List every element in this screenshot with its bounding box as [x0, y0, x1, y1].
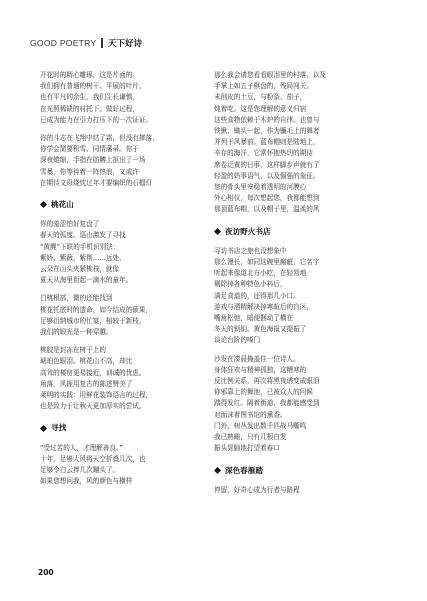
paragraph	[214, 246, 382, 347]
poem-heading	[40, 199, 208, 210]
paragraph	[40, 70, 208, 126]
line: 我们拥有普通的树干、平展的叶片，	[40, 82, 146, 91]
line: 你邪靠上的舞池，已被众人的问候	[214, 388, 313, 397]
paragraph	[40, 345, 208, 412]
line: 桃胶是封冻在树干上的	[40, 346, 106, 355]
line: 深夜蜷缩，手指在肪膊上抠出了一场	[40, 156, 146, 165]
paragraph	[40, 219, 208, 286]
line: 手掌上如五子棋盘的，残局闯关。	[214, 82, 313, 91]
line: 那么漫长，如同这碗里瘢疵，它名字	[214, 258, 320, 267]
line: 嘴角松弛，暗便捆动了横在	[214, 314, 294, 323]
page-number: 200	[38, 568, 54, 577]
line: 琥珀色眼泪。桃花山不高，却比	[40, 357, 133, 366]
diamond-bullet-icon	[40, 201, 47, 208]
line: 铁锹、锄头一起，作为镰毛上的舞者	[214, 127, 320, 136]
line: 如果您想问我，风的颜色与横样	[40, 477, 133, 486]
line: 轻盈的奶事语气，以及倔强的象征。	[214, 171, 320, 180]
line: 足够令白云捧几次蹦头了。	[40, 466, 120, 475]
section-title: 天下好诗	[107, 39, 142, 49]
line: 冬天的锁钥。黄色海报又提振了	[214, 325, 307, 334]
line: 足够衍纳城市的忙宴，相较于新枝，	[40, 316, 146, 325]
line: 春天的弧度。巡山激发了寻找	[40, 231, 126, 240]
header-divider	[101, 38, 103, 48]
line: 外心相仪，每次想起您，我都能想到	[214, 194, 320, 203]
line: 那顶蓝布帽，以及帽子里，温柔的风	[214, 205, 320, 214]
paragraph	[214, 70, 382, 216]
line: 那么我会请您看看眼泪里的村落，以及	[214, 71, 327, 79]
brand-name: GOOD POETRY	[30, 38, 97, 48]
left-column	[40, 70, 208, 495]
poem-title: 桃花山	[51, 200, 74, 210]
paragraph	[40, 133, 208, 189]
line: 对面沫着图书馆的熏香。	[214, 410, 287, 419]
line: 剔除掉各种特色小料后，	[214, 280, 287, 289]
line: 桃花托底时的遗命，如今结成的硕果，	[40, 305, 153, 314]
line: 踏得发红。隔着街道，我都能感受到	[214, 399, 320, 408]
line: 高耸的楼房更易接近，训诫的忧虑。	[40, 368, 146, 377]
poem-heading	[214, 465, 382, 476]
line: 游戏与洒精解决掉寒暄后的盲区，	[214, 302, 313, 311]
paragraph	[40, 443, 208, 488]
line: 反比例关系，再次将黑夜诱变成眼泪	[214, 377, 320, 386]
line: 席卷泛黄的日事，这样脚步声就有了	[214, 160, 320, 169]
line: 角落，风捱用复古的陈述赞美了	[40, 379, 133, 388]
line: 开花时的精心雕琢，这是片面的。	[40, 71, 139, 79]
line: 十年，足够大风将天空折叠几次，也	[40, 454, 146, 463]
line: 在光照稀缺的村托下。做好过程，	[40, 104, 139, 113]
line: 炖着吃。这是您理解的意义归宿	[214, 104, 307, 113]
line: 您的骨头里安稳着透明的河膜心	[214, 183, 307, 192]
diamond-bullet-icon	[214, 228, 221, 235]
paragraph	[40, 293, 208, 338]
line: 听起来像道北方小吃，在轻易地	[214, 269, 307, 278]
line: 这些食物依赖于木炉的自律。也曾与	[214, 115, 320, 124]
line: 沙发在凑晨掩盖住一位诗人。	[214, 354, 300, 363]
magazine-header	[30, 36, 142, 50]
line: 谈论台阶的嗓门	[214, 336, 261, 345]
line: “受过苦的人，才理解善良。”	[40, 443, 123, 452]
line: 满足食道的，还得那几小口。	[214, 291, 300, 300]
line: 紫娇、紫薇、紫荆……远处，	[40, 253, 126, 262]
diamond-bullet-icon	[40, 425, 47, 432]
poem-title: 夜访野火书店	[225, 226, 271, 236]
line: 雪暴，你等待着一阵热浪，又或许	[40, 167, 139, 176]
line: 在期待文母烧忱过年才要编织的石榴灯	[40, 178, 153, 187]
line: 振头晃脑地打望着春口	[214, 444, 280, 453]
line: 也是致力于让秋天更加厚实的尝试。	[40, 402, 146, 411]
line: 寻访书店之旅也没想象中	[214, 246, 287, 255]
line: 你的斗志在飞翔中结了霜，但没有摔落，	[40, 134, 159, 143]
line: 你学会简要积雪、同情藩帚。你于	[40, 145, 139, 154]
line: 停留，好奇心成为行者与路程	[214, 485, 300, 494]
poem-title: 深色春雁踏	[225, 465, 263, 475]
line: 夏天从海里衔起一滴水的童年。	[40, 276, 133, 285]
line: 身体狂欢与精神孤独，这糟寒的	[214, 365, 307, 374]
line: 已成为能力在引力打压下的一次证证。	[40, 115, 153, 124]
line: “黄麂”下联的手机识别法：	[40, 242, 120, 251]
line: 也有平凡的余生，我们生长谦慎，	[40, 93, 139, 102]
line: 云朵在山头夹紧桃枝，就像	[40, 265, 120, 274]
line: 我已熟睡，只有几根白发	[214, 433, 287, 442]
line: 未削皮的土豆，与粉条、茄子，	[214, 93, 307, 102]
line: 我们的眼光是一种穿越。	[40, 328, 113, 337]
poem-title: 寻找	[51, 423, 67, 433]
right-column	[214, 70, 382, 503]
line: 并列于风暴前。蓝布帽则是陆地上，	[214, 138, 320, 147]
diamond-bullet-icon	[214, 467, 221, 474]
line: 门外，树丛发出数千匹战马嘶鸣	[214, 421, 307, 430]
line: 你的羞涩怕好复盘了	[40, 220, 100, 229]
line: 莱明的实践：用鲜花装饰语言的过程，	[40, 391, 153, 400]
paragraph	[214, 354, 382, 455]
line: 辛存的海洋，它常怀抱热切的期待	[214, 149, 313, 158]
paragraph	[214, 485, 382, 496]
poem-heading	[214, 226, 382, 237]
poem-heading	[40, 422, 208, 433]
line: 白桃根部，微的还能找到	[40, 294, 113, 303]
